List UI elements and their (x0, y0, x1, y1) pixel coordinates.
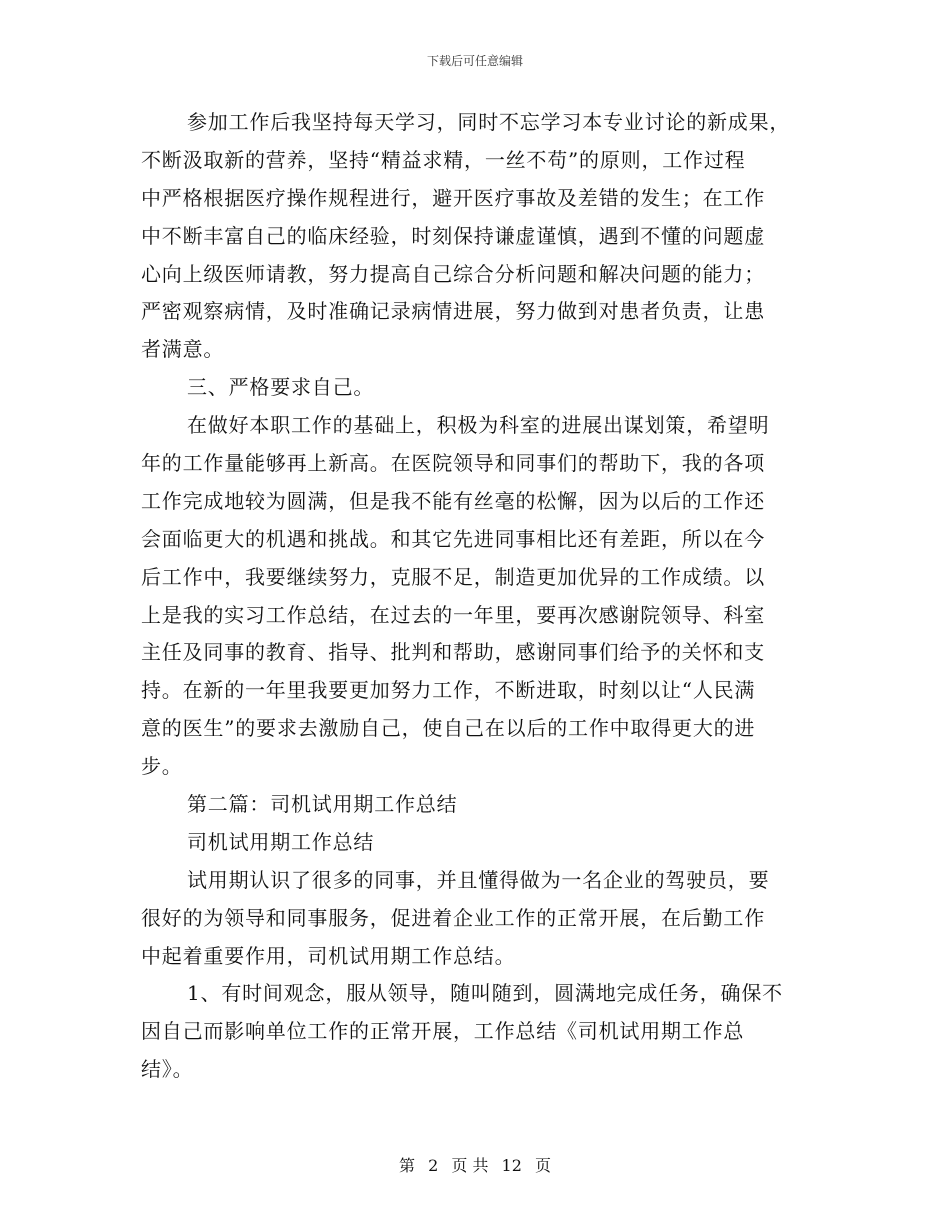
footer-total-pages: 12 (501, 1156, 522, 1175)
document-body (141, 104, 813, 1089)
text-line: 很好的为领导和同事服务，促进着企业工作的正常开展，在后勤工作 (141, 905, 765, 930)
text-line: 工作完成地较为圆满，但是我不能有丝毫的松懈，因为以后的工作还 (141, 488, 765, 513)
text-line: 意的医生”的要求去激励自己，使自己在以后的工作中取得更大的进 (141, 716, 756, 741)
text-line: 后工作中，我要继续努力，克服不足，制造更加优异的工作成绩。以 (141, 564, 765, 589)
text-line: 主任及同事的教育、指导、批判和帮助，感谢同事们给予的关怀和支 (141, 640, 765, 665)
footer-prefix: 第 (398, 1156, 415, 1175)
text-line: 年的工作量能够再上新高。在医院领导和同事们的帮助下，我的各项 (141, 451, 765, 476)
text-line: 中严格根据医疗操作规程进行，避开医疗事故及差错的发生；在工作 (141, 185, 765, 210)
text-line: 三、严格要求自己。 (187, 375, 375, 400)
text-line: 司机试用期工作总结 (187, 829, 375, 854)
text-line: 试用期认识了很多的同事，并且懂得做为一名企业的驾驶员，要 (187, 867, 770, 892)
text-line: 第二篇：司机试用期工作总结 (187, 792, 458, 817)
text-line: 者满意。 (141, 337, 225, 362)
text-line: 上是我的实习工作总结，在过去的一年里，要再次感谢院领导、科室 (141, 602, 765, 627)
text-line: 1、有时间观念，服从领导，随叫随到，圆满地完成任务，确保不 (187, 981, 783, 1006)
text-line: 参加工作后我坚持每天学习，同时不忘学习本专业讨论的新成果， (187, 110, 791, 134)
page-footer (0, 1153, 950, 1176)
text-line: 不断汲取新的营养，坚持“精益求精，一丝不苟”的原则，工作过程 (141, 147, 746, 172)
footer-page-number: 2 (428, 1156, 439, 1175)
text-line: 在做好本职工作的基础上，积极为科室的进展出谋划策，希望明 (187, 413, 770, 438)
text-line: 中起着重要作用，司机试用期工作总结。 (141, 943, 516, 968)
footer-suffix: 页 (535, 1156, 552, 1175)
text-line: 步。 (141, 754, 183, 779)
page-header: 下载后可任意编辑 (426, 54, 523, 68)
footer-middle: 页 共 (451, 1156, 489, 1175)
text-line: 因自己而影响单位工作的正常开展，工作总结《司机试用期工作总 (141, 1019, 745, 1044)
text-line: 结》。 (141, 1057, 194, 1082)
text-line: 严密观察病情，及时准确记录病情进展，努力做到对患者负责，让患 (141, 299, 765, 324)
text-line: 持。在新的一年里我要更加努力工作，不断进取，时刻以让“人民满 (141, 678, 756, 703)
text-line: 会面临更大的机遇和挑战。和其它先进同事相比还有差距，所以在今 (141, 526, 765, 551)
text-line: 中不断丰富自己的临床经验，时刻保持谦虚谨慎，遇到不懂的问题虚 (141, 223, 765, 248)
text-line: 心向上级医师请教，努力提高自己综合分析问题和解决问题的能力； (141, 261, 765, 286)
